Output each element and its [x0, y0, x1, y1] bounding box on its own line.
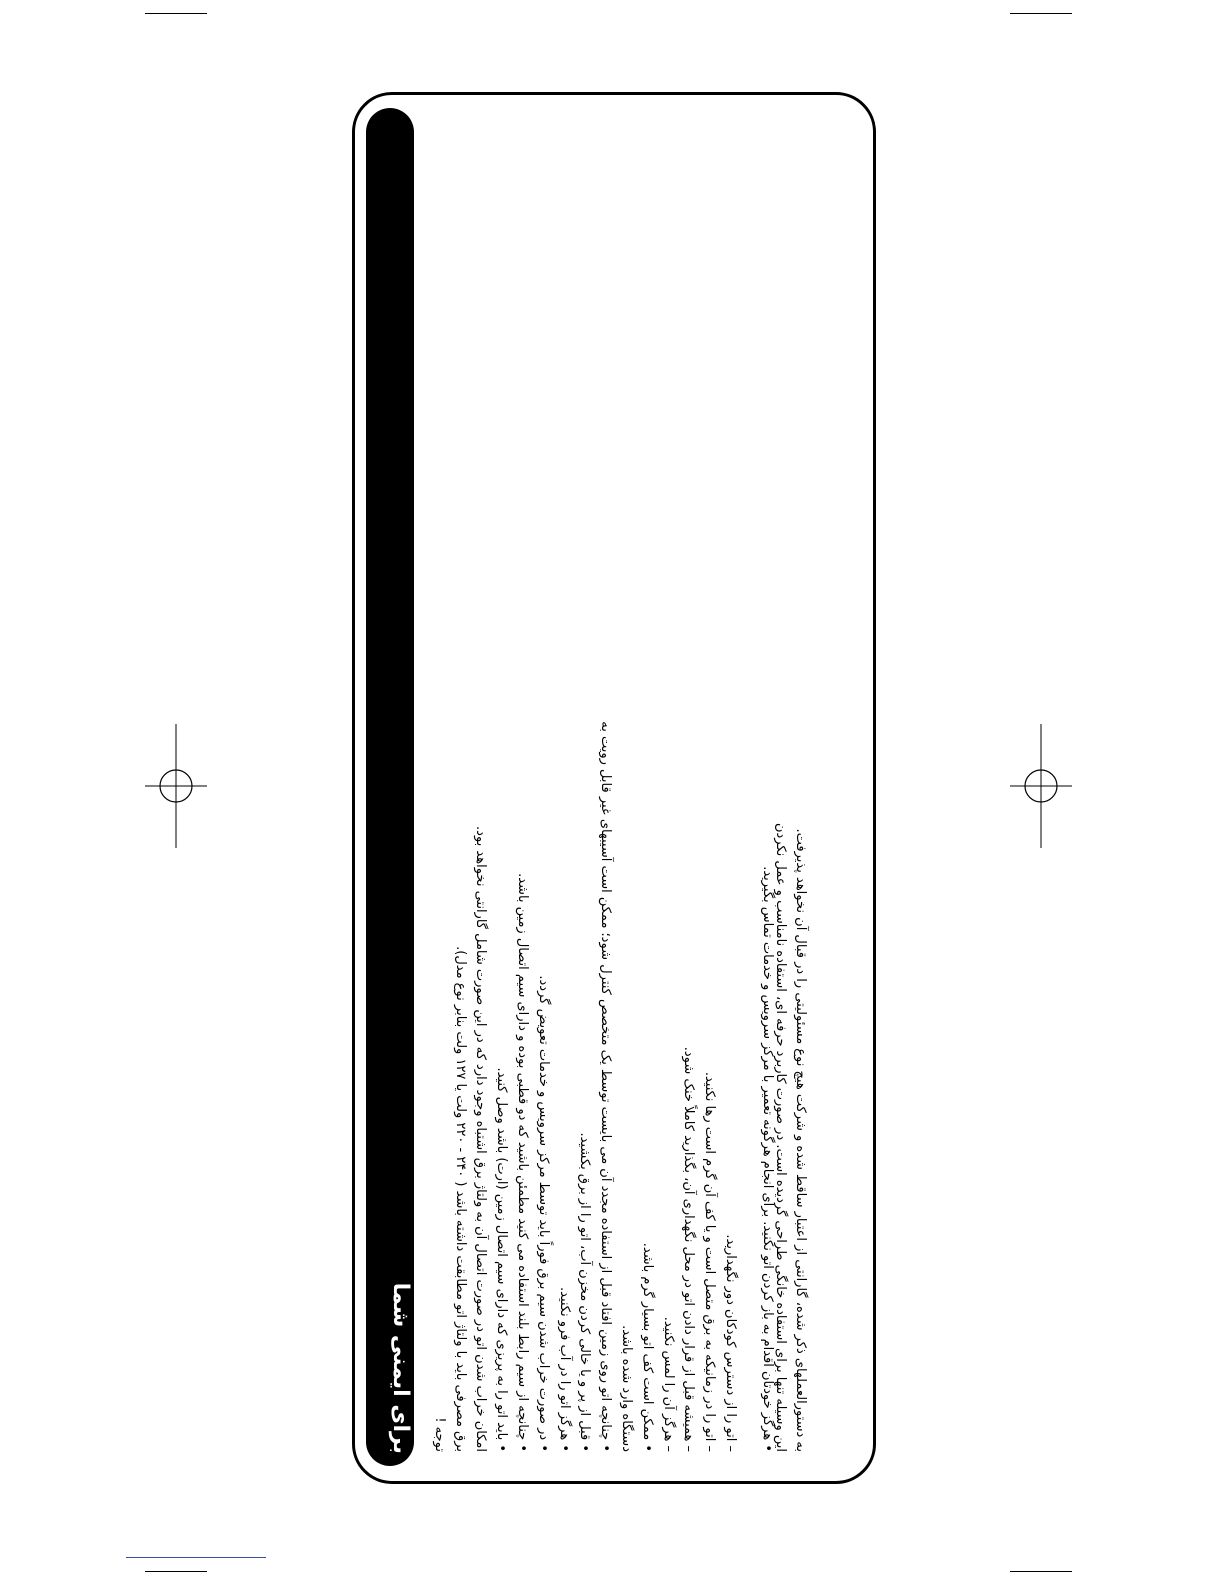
section-title: برای ایمنی شما: [388, 1282, 413, 1454]
note-sub-item: – اتو را از دسترس کودکان دور نگهدارید.: [723, 1234, 738, 1452]
note-bullet: • در صورت خراب شدن سیم برق فوراً باید توسط مرکز سرویس و خدمات تعویض گردد.: [535, 975, 551, 1452]
note-line: به دستورالعملهای ذکر شده، گارانتی از اعتبار ساقط شده و شرکت هیچ نوع مسئولیتی را در قبال آن نخواهد پذیرفت.: [793, 828, 809, 1452]
crop-mark-bottom-left: [145, 1571, 207, 1572]
registration-target-left: [145, 724, 207, 848]
note-bullet: • هرگز اتو را در آب فرو نکنید.: [556, 1286, 572, 1452]
registration-target-right: [1010, 724, 1072, 848]
crop-mark-bottom-right: [1010, 1571, 1072, 1572]
note-bullet: • قبل از پر و یا خالی کردن مخزن آب، اتو را از برق بکشید.: [577, 1132, 593, 1452]
note-sub-item: – هرگز آن را لمس نکنید.: [660, 1316, 676, 1452]
note-line: دستگاه وارد شده باشد.: [619, 1325, 634, 1452]
note-line: امکان خراب شدن اتو در صورت اتصال آن به ولتاژ برق اشتباه وجود دارد که در این صورت شامل گارانتی نخواهد بود.: [473, 826, 489, 1452]
notes-heading: توجه !: [431, 1417, 447, 1452]
crop-mark-top-right: [1010, 13, 1072, 14]
crop-mark-bottom-left-blue: [126, 1557, 266, 1558]
note-sub-item: – اتو را در زمانیکه به برق متصل است و یا کف آن گرم است رها نکنید.: [702, 1071, 718, 1452]
notes-list: [428, 132, 868, 1452]
note-bullet: • باید اتو را به پریزی که دارای سیم اتصال زمین (ارت) باشد وصل کنید.: [494, 1067, 510, 1452]
rotated-content: [376, 108, 876, 1466]
note-sub-item: – همیشه قبل از قرار دادن اتو در محل نگهداری آن، بگذارید کاملاً خنک شود.: [681, 1046, 697, 1452]
note-bullet: • ممکن است کف اتو بسیار گرم باشد.: [639, 1242, 655, 1452]
note-line: این وسیله تنها برای استفاده خانگی طراحی گردیده است. در صورت کاربرد حرفه ای، استفاده نامناسب و عمل نکردن: [772, 822, 788, 1452]
note-bullet: • هرگز خودتان اقدام به باز کردن اتو نکنید. برای انجام هرگونه تعمیر با مرکز سرویس و خدمات تماس بگیرید.: [759, 866, 775, 1452]
note-bullet: • چنانچه اتو روی زمین افتاد قبل از استفاده مجدد آن می بایست توسط یک متخصص کنترل شود؛ ممکن است آسیبهای غیر قابل رویت به: [598, 721, 614, 1452]
crop-mark-top-left: [145, 13, 207, 14]
note-line: برق مصرفی باید با ولتاژ اتو مطابقت داشته باشد ( ۲۴۰ - ۲۲۰ ولت یا ۱۲۷ ولت بنابر نوع مدل).: [452, 946, 468, 1452]
note-bullet: • چنانچه از سیم رابط بلند استفاده می کنید مطمئن باشید که دو قطبی بوده و دارای سیم اتصال زمین باشد.: [515, 873, 530, 1452]
